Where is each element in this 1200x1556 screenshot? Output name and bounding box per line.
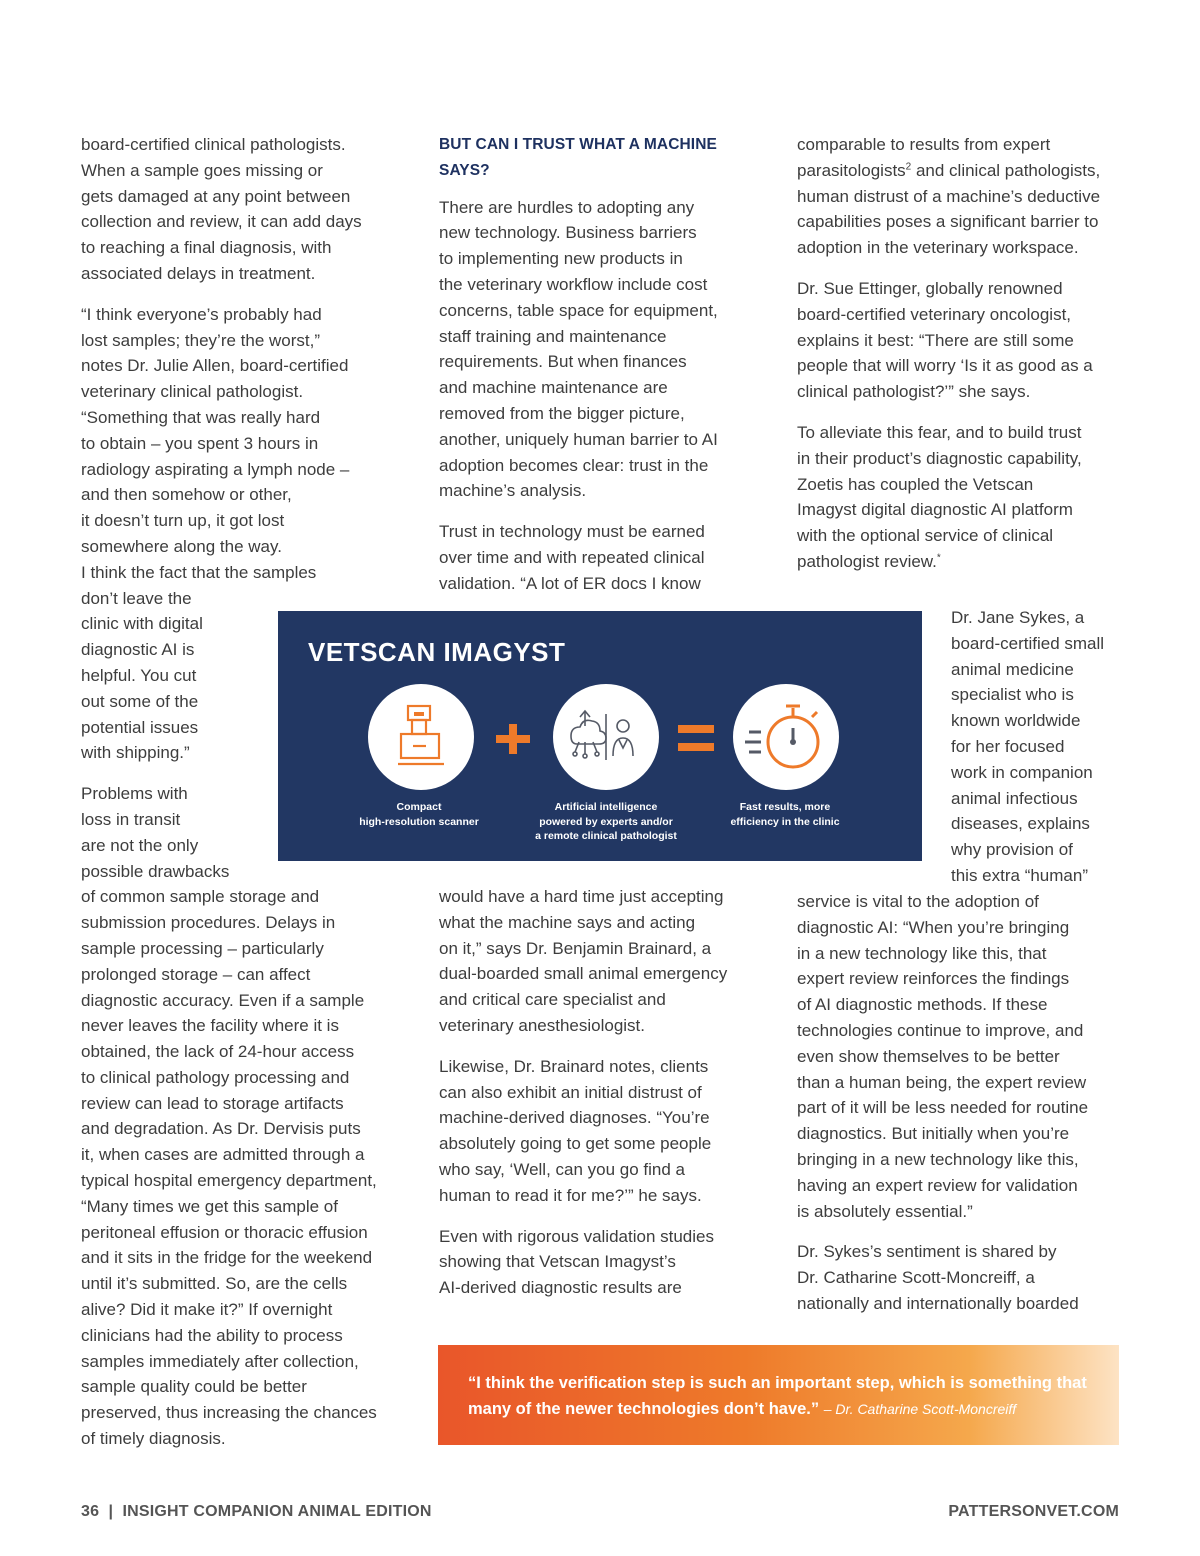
footer-website: PATTERSONVET.COM [948,1503,1119,1520]
text-line: potential issues [81,717,199,737]
col3-p1-rest [797,184,1127,261]
text-line: radiology aspirating a lymph node – [81,459,350,479]
text-line: explains it best: “There are still some [797,330,1074,350]
equals-icon [678,725,714,751]
text-line: peritoneal effusion or thoracic effusion [81,1222,368,1242]
text-line: known worldwide [951,711,1081,731]
text-line: what the machine says and acting [439,912,696,932]
ai-expert-circle [553,684,659,790]
footer-page-info: 36 | INSIGHT COMPANION ANIMAL EDITION [81,1503,432,1520]
text-line: diseases, explains [951,814,1090,834]
col2-paragraph-2 [439,519,769,596]
text-line: don’t leave the [81,588,192,608]
col3-paragraph-1 [797,132,1127,261]
text-line: in a new technology like this, that [797,943,1047,963]
text-line: on it,” says Dr. Benjamin Brainard, a [439,938,712,958]
text-line: When a sample goes missing or [81,160,323,180]
text-line: Trust in technology must be earned [439,522,705,542]
text-line: clinical pathologist?’” she says. [797,382,1031,402]
text-line: diagnostic AI is [81,640,195,660]
text-line: and critical care specialist and [439,990,666,1010]
text-line: “Something that was really hard [81,407,321,427]
quote-line-1: “I think the verification step is such an important step, which is something that [468,1374,1087,1392]
text-line: Artificial intelligence [554,801,658,813]
text-line: until it’s submitted. So, are the cells [81,1274,348,1294]
text-line: with the optional service of clinical [797,526,1054,546]
text-line: veterinary clinical pathologist. [81,382,304,402]
text-line: Imagyst digital diagnostic AI platform [797,500,1073,520]
col3-p1-line-2a: parasitologists [797,160,906,180]
text-line: to implementing new products in [439,249,683,269]
text-line: never leaves the facility where it is [81,1016,339,1036]
text-line: submission procedures. Delays in [81,913,336,933]
text-line: Dr. Catharine Scott-Moncreiff, a [797,1268,1035,1288]
text-line: lost samples; they’re the worst,” [81,330,321,350]
text-line: Dr. Sue Ettinger, globally renowned [797,278,1063,298]
caption-ai [511,800,701,844]
text-line: efficiency in the clinic [730,815,840,828]
col2-paragraph-5 [439,1224,769,1301]
text-line: adoption in the veterinary workspace. [797,238,1079,258]
col3-paragraph-5 [797,1239,1127,1316]
col2-paragraph-3 [439,884,769,1039]
column-3-side [951,605,1131,904]
text-line: with shipping.” [81,743,190,763]
text-line: board-certified veterinary oncologist, [797,304,1072,324]
text-line: even show themselves to be better [797,1046,1060,1066]
col3-p3-lines [797,420,1127,549]
text-line: typical hospital emergency department, [81,1171,377,1191]
col3-paragraph-4b [797,889,1127,1224]
text-line: associated delays in treatment. [81,263,316,283]
text-line: Likewise, Dr. Brainard notes, clients [439,1056,709,1076]
text-line: and it sits in the fridge for the weekend [81,1248,373,1268]
ai-expert-icon [553,684,659,790]
text-line: diagnostic AI: “When you’re bringing [797,917,1070,937]
text-line: samples immediately after collection, [81,1351,359,1371]
text-line: to clinical pathology processing and [81,1067,350,1087]
text-line: requirements. But when finances [439,352,687,372]
text-line: Dr. Sykes’s sentiment is shared by [797,1242,1057,1262]
text-line: alive? Did it make it?” If overnight [81,1300,333,1320]
text-line: technologies continue to improve, and [797,1020,1084,1040]
text-line: machine-derived diagnoses. “You’re [439,1108,710,1128]
text-line: dual-boarded small animal emergency [439,964,728,984]
scanner-circle [368,684,474,790]
text-line: service is vital to the adoption of [797,892,1039,911]
text-line: animal medicine [951,659,1074,679]
text-line: showing that Vetscan Imagyst’s [439,1252,676,1272]
text-line: this extra “human” [951,865,1088,885]
text-line: and then somehow or other, [81,485,292,505]
text-line: it, when cases are admitted through a [81,1145,365,1165]
text-line: machine’s analysis. [439,481,587,501]
text-line: clinicians had the ability to process [81,1325,343,1345]
column-3-top [797,132,1127,590]
col3-paragraph-3 [797,420,1127,575]
text-line: helpful. You cut [81,665,197,685]
text-line: somewhere along the way. [81,536,282,556]
text-line: I think the fact that the samples [81,562,317,582]
text-line: Zoetis has coupled the Vetscan [797,474,1034,494]
text-line: work in companion [951,762,1093,782]
text-line: diagnostics. But initially when you’re [797,1124,1070,1144]
section-heading: BUT CAN I TRUST WHAT A MACHINE SAYS? [439,136,717,179]
text-line: it doesn’t turn up, it got lost [81,511,285,531]
col3-p1-line-2b: and clinical pathologists, [911,160,1101,180]
text-line: for her focused [951,736,1065,756]
quote-line-2-text: many of the newer technologies don’t have.” [468,1400,820,1418]
footnote-2: 2 [905,161,912,173]
pull-quote [438,1345,1119,1445]
scanner-icon [368,684,474,790]
text-line: board-certified small [951,633,1105,653]
text-line: review can lead to storage artifacts [81,1093,344,1113]
col3-paragraph-4a [951,605,1131,889]
col1-paragraph-3 [81,781,411,1452]
text-line: staff training and maintenance [439,326,667,346]
col1-paragraph-1 [81,132,411,287]
text-line: to obtain – you spent 3 hours in [81,433,319,453]
text-line: validation. “A lot of ER docs I know [439,573,701,593]
footnote-asterisk: * [936,552,941,564]
text-line: possible drawbacks [81,861,230,881]
text-line: notes Dr. Julie Allen, board-certified [81,356,349,376]
text-line: Even with rigorous validation studies [439,1226,714,1246]
text-line: To alleviate this fear, and to build trust [797,422,1082,442]
text-line: than a human being, the expert review [797,1072,1087,1092]
text-line: Fast results, more [739,801,831,813]
text-line: animal infectious [951,788,1078,808]
text-line: to reaching a final diagnosis, with [81,238,332,258]
col3-paragraph-2 [797,276,1127,405]
text-line: nationally and internationally boarded [797,1293,1079,1313]
text-line: over time and with repeated clinical [439,547,705,567]
text-line: Dr. Jane Sykes, a [951,608,1085,627]
caption-results [690,800,880,829]
text-line: are not the only [81,835,199,855]
text-line: expert review reinforces the findings [797,969,1070,989]
text-line: the veterinary workflow include cost [439,274,708,294]
text-line: collection and review, it can add days [81,212,362,232]
text-line: capabilities poses a significant barrier to [797,212,1099,232]
text-line: gets damaged at any point between [81,186,351,206]
stopwatch-circle [733,684,839,790]
text-line: out some of the [81,691,199,711]
text-line: specialist who is [951,685,1074,705]
col3-p3-last-text: pathologist review. [797,551,937,571]
text-line: why provision of [951,840,1073,860]
text-line: board-certified clinical pathologists. [81,135,346,154]
text-line: “I think everyone’s probably had [81,304,322,324]
text-line: preserved, thus increasing the chances [81,1403,377,1423]
stopwatch-icon [733,684,839,790]
text-line: a remote clinical pathologist [535,830,677,842]
text-line: clinic with digital [81,614,203,634]
text-line: people that will worry ‘Is it as good as a [797,356,1093,376]
text-line: AI-derived diagnostic results are [439,1278,682,1298]
text-line: of AI diagnostic methods. If these [797,995,1048,1015]
col2-paragraph-4 [439,1054,769,1209]
text-line: loss in transit [81,809,181,829]
caption-scanner [324,800,514,829]
text-line: human distrust of a machine’s deductive [797,186,1101,206]
text-line: and machine maintenance are [439,378,668,398]
text-line: veterinary anesthesiologist. [439,1015,646,1035]
text-line: having an expert review for validation [797,1175,1078,1195]
infographic-title: VETSCAN IMAGYST [308,637,566,667]
col3-p1-line-1: comparable to results from expert [797,135,1051,154]
text-line: another, uniquely human barrier to AI [439,429,718,449]
text-line: adoption becomes clear: trust in the [439,455,709,475]
text-line: would have a hard time just accepting [439,887,724,906]
quote-line-2 [468,1400,1016,1419]
text-line: sample processing – particularly [81,938,324,958]
text-line: can also exhibit an initial distrust of [439,1082,702,1102]
text-line: of timely diagnosis. [81,1429,226,1449]
quote-attribution: – Dr. Catharine Scott-Moncreiff [823,1401,1017,1417]
text-line: is absolutely essential.” [797,1201,973,1221]
text-line: who say, ‘Well, can you go find a [439,1159,686,1179]
text-line: powered by experts and/or [539,815,673,828]
column-2-bottom [439,884,769,1316]
text-line: new technology. Business barriers [439,223,697,243]
text-line: removed from the bigger picture, [439,403,685,423]
plus-icon [496,724,530,754]
vetscan-infographic [278,611,922,861]
text-line: human to read it for me?’” he says. [439,1185,702,1205]
column-3-bottom [797,889,1127,1332]
col3-p1-line-2 [797,158,1127,184]
col3-p3-last-line [797,549,1127,575]
text-line: Problems with [81,784,188,804]
text-line: obtained, the lack of 24-hour access [81,1042,355,1062]
text-line: sample quality could be better [81,1377,307,1397]
text-line: There are hurdles to adopting any [439,197,695,217]
text-line: high-resolution scanner [359,815,479,828]
text-line: “Many times we get this sample of [81,1196,338,1216]
text-line: bringing in a new technology like this, [797,1149,1079,1169]
column-2-top [439,132,769,612]
text-line: concerns, table space for equipment, [439,300,718,320]
text-line: part of it will be less needed for routine [797,1098,1089,1118]
text-line: absolutely going to get some people [439,1134,712,1154]
text-line: and degradation. As Dr. Dervisis puts [81,1119,361,1139]
text-line: prolonged storage – can affect [81,964,311,984]
text-line: of common sample storage and [81,887,320,907]
text-line: in their product’s diagnostic capability, [797,448,1082,468]
col2-paragraph-1 [439,195,769,505]
text-line: diagnostic accuracy. Even if a sample [81,990,365,1010]
text-line: Compact [396,801,442,813]
